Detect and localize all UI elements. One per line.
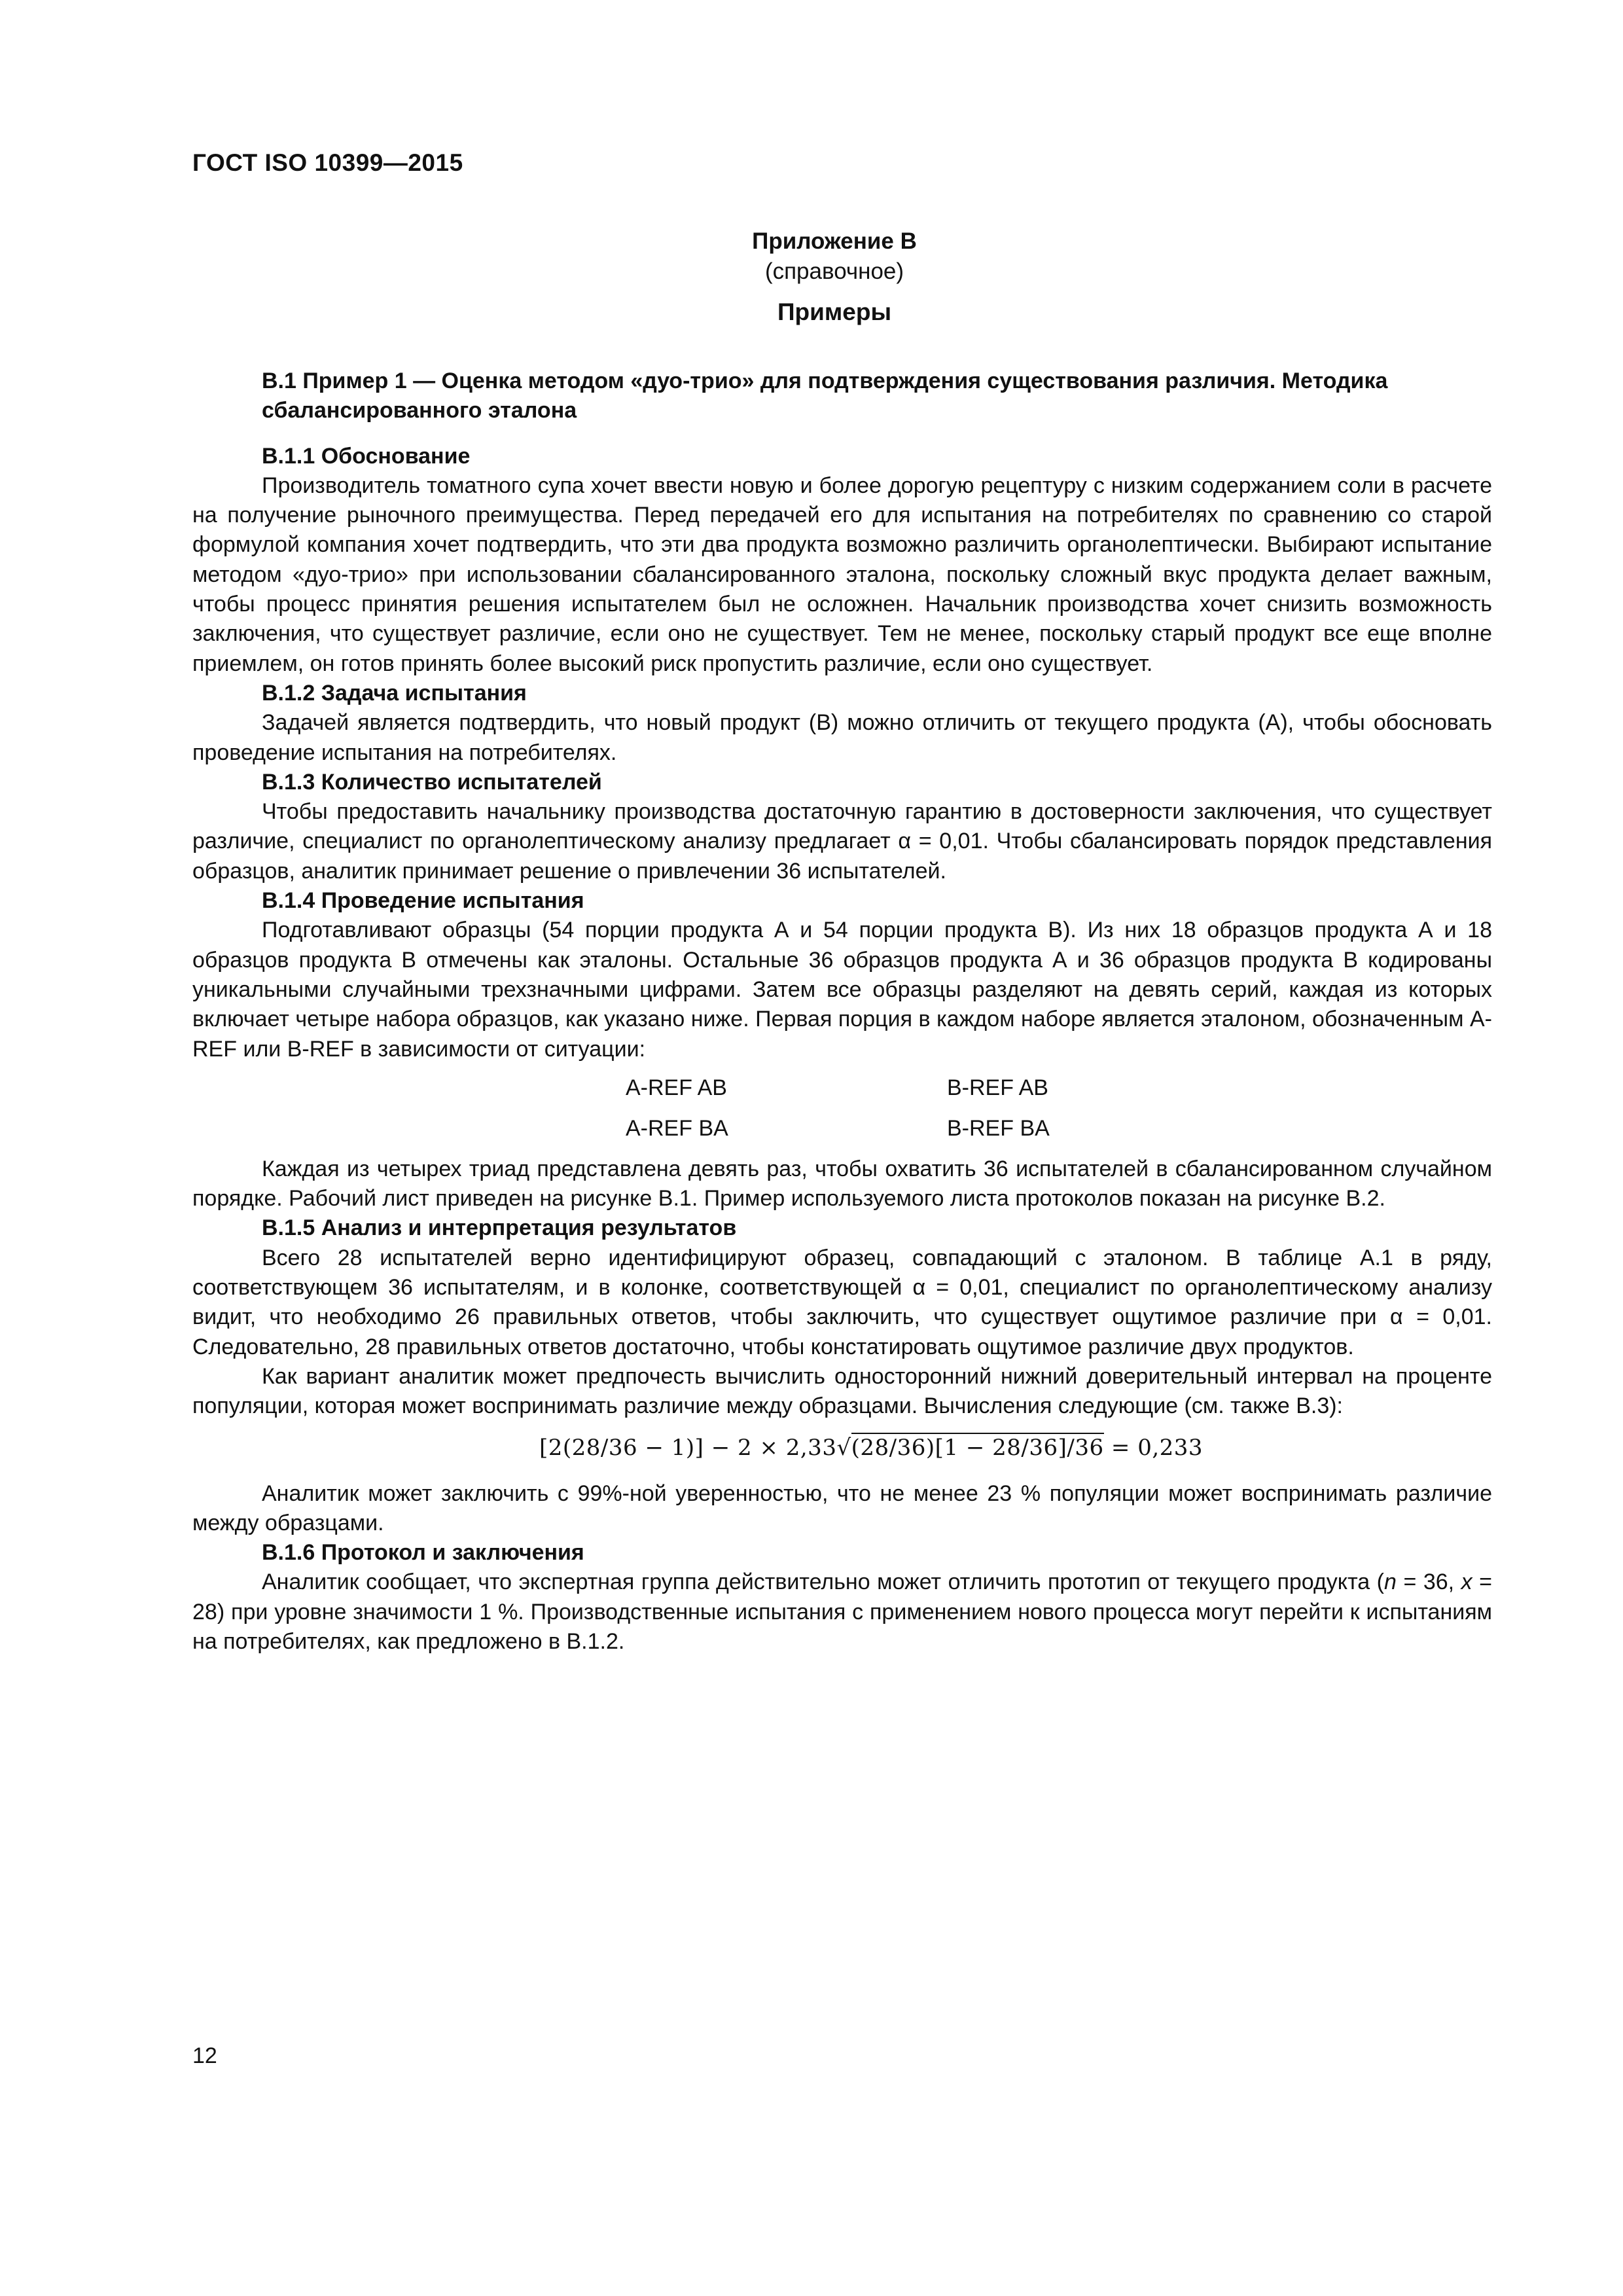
triad-item: A-REF AB [626, 1075, 727, 1100]
appendix-title: Приложение В [752, 228, 917, 254]
paragraph-procedure-2: Каждая из четырех триад представлена девять раз, чтобы охватить 36 испытателей в сбалансированном случайном порядке. Рабочий лист приведен на рисунке В.1. Пример используемого листа протоколов показан на рисунке В.2. [192, 1156, 1492, 1211]
formula-radicand: (28/36)[1 − 28/36]/36 [851, 1433, 1104, 1461]
document-body [192, 367, 1492, 1657]
paragraph-report [192, 1568, 1492, 1657]
report-text-b: = 28) при уровне значимости 1 %. Производственные испытания с применением нового процесса могут перейти к испытаниям на потребителях, как предложено в В.1.2. [192, 1570, 1492, 1654]
appendix-subtitle: (справочное) [764, 259, 904, 284]
subsection-heading-procedure: В.1.4 Проведение испытания [262, 888, 584, 914]
section-title: Примеры [777, 298, 892, 325]
subsection-heading-report: В.1.6 Протокол и заключения [262, 1540, 584, 1566]
triad-table [192, 1073, 1492, 1152]
x-variable: x [1461, 1570, 1472, 1595]
n-variable: n [1384, 1570, 1397, 1595]
formula-left: [2(28/36 − 1)] − 2 × 2,33 [539, 1434, 837, 1461]
triad-item: B-REF AB [947, 1075, 1048, 1100]
appendix-heading [0, 226, 1623, 287]
paragraph-procedure: Подготавливают образцы (54 порции продукта А и 54 порции продукта В). Из них 18 образцов продукта А и 18 образцов продукта В отмечены как эталоны. Остальные 36 образцов продукта А и 36 образцов продукта В кодированы уникальными случайными трехзначными цифрами. Затем все образцы разделяют на девять серий, каждая из которых включает четыре набора образцов, как указано ниже. Первая порция в каждом наборе является эталоном, обозначенным A-REF или B-REF в зависимости от ситуации: [192, 918, 1492, 1062]
example-heading: В.1 Пример 1 — Оценка методом «дуо-трио» для подтверждения существования различия. Методика сбалансированного эталона [262, 368, 1388, 423]
confidence-formula [192, 1427, 1492, 1474]
formula-result: = 0,233 [1103, 1434, 1204, 1461]
subsection-heading-objective: В.1.2 Задача испытания [262, 680, 527, 706]
subsection-heading-analysis: В.1.5 Анализ и интерпретация результатов [262, 1215, 737, 1241]
paragraph-rationale: Производитель томатного супа хочет ввести новую и более дорогую рецептуру с низким содержанием соли в расчете на получение рыночного преимущества. Перед передачей его для испытания на потребителях по сравнению со старой формулой компания хочет подтвердить, что эти два продукта возможно различить органолептически. Выбирают испытание методом «дуо-трио» при использовании сбалансированного эталона, поскольку сложный вкус продукта делает важным, чтобы процесс принятия решения испытателем был не осложнен. Начальник производства хочет снизить возможность заключения, что существует различие, если оно не существует. Тем не менее, поскольку старый продукт все еще вполне приемлем, он готов принять более высокий риск пропустить различие, если оно существует. [192, 473, 1492, 676]
paragraph-analysis: Всего 28 испытателей верно идентифицируют образец, совпадающий с эталоном. В таблице А.1 в ряду, соответствующем 36 испытателям, и в колонке, соответствующей α = 0,01, специалист по органолептическому анализу видит, что необходимо 26 правильных ответов, чтобы заключить, что существует ощутимое различие при α = 0,01. Следовательно, 28 правильных ответов достаточно, чтобы констатировать ощутимое различие двух продуктов. [192, 1245, 1492, 1359]
report-text-a: Аналитик сообщает, что экспертная группа действительно может отличить прототип от текущего продукта ( [262, 1570, 1385, 1595]
paragraph-analysis-2: Как вариант аналитик может предпочесть вычислить односторонний нижний доверительный интервал на проценте популяции, которая может воспринимать различие между образцами. Вычисления следующие (см. также В.3): [192, 1363, 1492, 1419]
page-number: 12 [192, 2043, 217, 2068]
sqrt-icon: √ [836, 1434, 851, 1461]
document-code: ГОСТ ISO 10399—2015 [192, 149, 463, 176]
paragraph-objective: Задачей является подтвердить, что новый продукт (В) можно отличить от текущего продукта (А), чтобы обосновать проведение испытания на потребителях. [192, 710, 1492, 765]
subsection-heading-assessors: В.1.3 Количество испытателей [262, 769, 602, 795]
subsection-heading-rationale: В.1.1 Обоснование [262, 443, 471, 469]
paragraph-assessors: Чтобы предоставить начальнику производства достаточную гарантию в достоверности заключения, что существует различие, специалист по органолептическому анализу предлагает α = 0,01. Чтобы сбалансировать порядок представления образцов, аналитик принимает решение о привлечении 36 испытателей. [192, 799, 1492, 884]
triad-item: A-REF BA [626, 1115, 728, 1141]
triad-item: B-REF BA [947, 1115, 1050, 1141]
paragraph-analysis-3: Аналитик может заключить с 99%-ной уверенностью, что не менее 23 % популяции может воспринимать различие между образцами. [192, 1480, 1492, 1535]
n-value: = 36, [1396, 1570, 1461, 1595]
